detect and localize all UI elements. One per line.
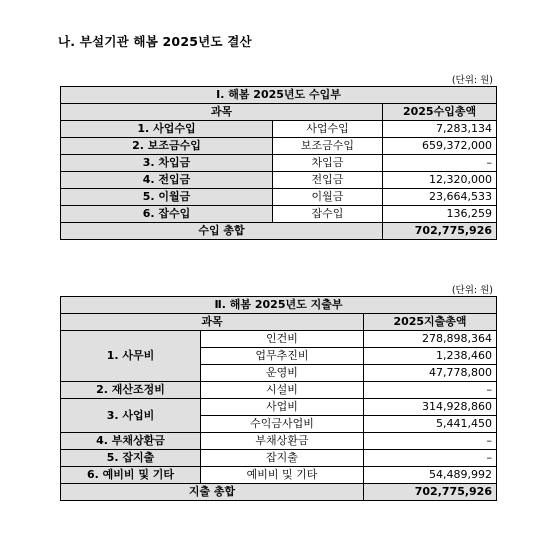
table-row bbox=[61, 206, 497, 223]
expense-amount: 54,489,992 bbox=[364, 467, 497, 484]
table-row bbox=[61, 382, 497, 399]
income-amount: 659,372,000 bbox=[383, 138, 497, 155]
income-category: 2. 보조금수입 bbox=[61, 138, 273, 155]
table-row bbox=[61, 189, 497, 206]
expense-item: 잡지출 bbox=[201, 450, 364, 467]
expense-category: 5. 잡지출 bbox=[61, 450, 201, 467]
expense-item: 부채상환금 bbox=[201, 433, 364, 450]
income-total-amount: 702,775,926 bbox=[383, 223, 497, 240]
expense-amount: 314,928,860 bbox=[364, 399, 497, 416]
income-category: 4. 전입금 bbox=[61, 172, 273, 189]
income-amount: 12,320,000 bbox=[383, 172, 497, 189]
income-table bbox=[60, 86, 497, 240]
expense-amount: 1,238,460 bbox=[364, 348, 497, 365]
income-category: 6. 잡수입 bbox=[61, 206, 273, 223]
expense-category: 1. 사무비 bbox=[61, 331, 201, 382]
expense-item: 인건비 bbox=[201, 331, 364, 348]
income-category: 1. 사업수입 bbox=[61, 121, 273, 138]
income-category: 5. 이월금 bbox=[61, 189, 273, 206]
expense-col-subject: 과목 bbox=[61, 314, 364, 331]
page-title: 나. 부설기관 해봄 2025년도 결산 bbox=[58, 34, 252, 49]
table-row bbox=[61, 450, 497, 467]
table-row bbox=[61, 138, 497, 155]
income-category: 3. 차입금 bbox=[61, 155, 273, 172]
income-col-subject: 과목 bbox=[61, 104, 383, 121]
table-row bbox=[61, 399, 497, 416]
expense-amount: 278,898,364 bbox=[364, 331, 497, 348]
expense-category: 6. 예비비 및 기타 bbox=[61, 467, 201, 484]
expense-unit-label: (단위: 원) bbox=[451, 285, 493, 296]
income-item: 이월금 bbox=[273, 189, 383, 206]
expense-total-label: 지출 총합 bbox=[61, 484, 364, 501]
income-amount: – bbox=[383, 155, 497, 172]
income-table-caption: Ⅰ. 해봄 2025년도 수입부 bbox=[61, 87, 497, 104]
income-amount: 7,283,134 bbox=[383, 121, 497, 138]
income-item: 보조금수입 bbox=[273, 138, 383, 155]
expense-amount: – bbox=[364, 450, 497, 467]
expense-col-amount: 2025지출총액 bbox=[364, 314, 497, 331]
table-row bbox=[61, 172, 497, 189]
expense-item: 운영비 bbox=[201, 365, 364, 382]
table-row bbox=[61, 121, 497, 138]
income-item: 전입금 bbox=[273, 172, 383, 189]
income-amount: 23,664,533 bbox=[383, 189, 497, 206]
expense-category: 2. 재산조정비 bbox=[61, 382, 201, 399]
income-col-amount: 2025수입총액 bbox=[383, 104, 497, 121]
table-row bbox=[61, 331, 497, 348]
income-unit-label: (단위: 원) bbox=[451, 75, 493, 86]
expense-total-amount: 702,775,926 bbox=[364, 484, 497, 501]
income-item: 사업수입 bbox=[273, 121, 383, 138]
expense-item: 시설비 bbox=[201, 382, 364, 399]
expense-table-caption: Ⅱ. 해봄 2025년도 지출부 bbox=[61, 297, 497, 314]
expense-amount: – bbox=[364, 433, 497, 450]
income-item: 차입금 bbox=[273, 155, 383, 172]
expense-item: 업무추진비 bbox=[201, 348, 364, 365]
income-amount: 136,259 bbox=[383, 206, 497, 223]
table-row bbox=[61, 433, 497, 450]
income-item: 잡수입 bbox=[273, 206, 383, 223]
expense-category: 4. 부채상환금 bbox=[61, 433, 201, 450]
income-total-label: 수입 총합 bbox=[61, 223, 383, 240]
expense-amount: – bbox=[364, 382, 497, 399]
table-row bbox=[61, 467, 497, 484]
expense-category: 3. 사업비 bbox=[61, 399, 201, 433]
table-row bbox=[61, 155, 497, 172]
expense-table bbox=[60, 296, 497, 501]
expense-amount: 5,441,450 bbox=[364, 416, 497, 433]
expense-item: 수익금사업비 bbox=[201, 416, 364, 433]
expense-item: 예비비 및 기타 bbox=[201, 467, 364, 484]
expense-amount: 47,778,800 bbox=[364, 365, 497, 382]
expense-item: 사업비 bbox=[201, 399, 364, 416]
